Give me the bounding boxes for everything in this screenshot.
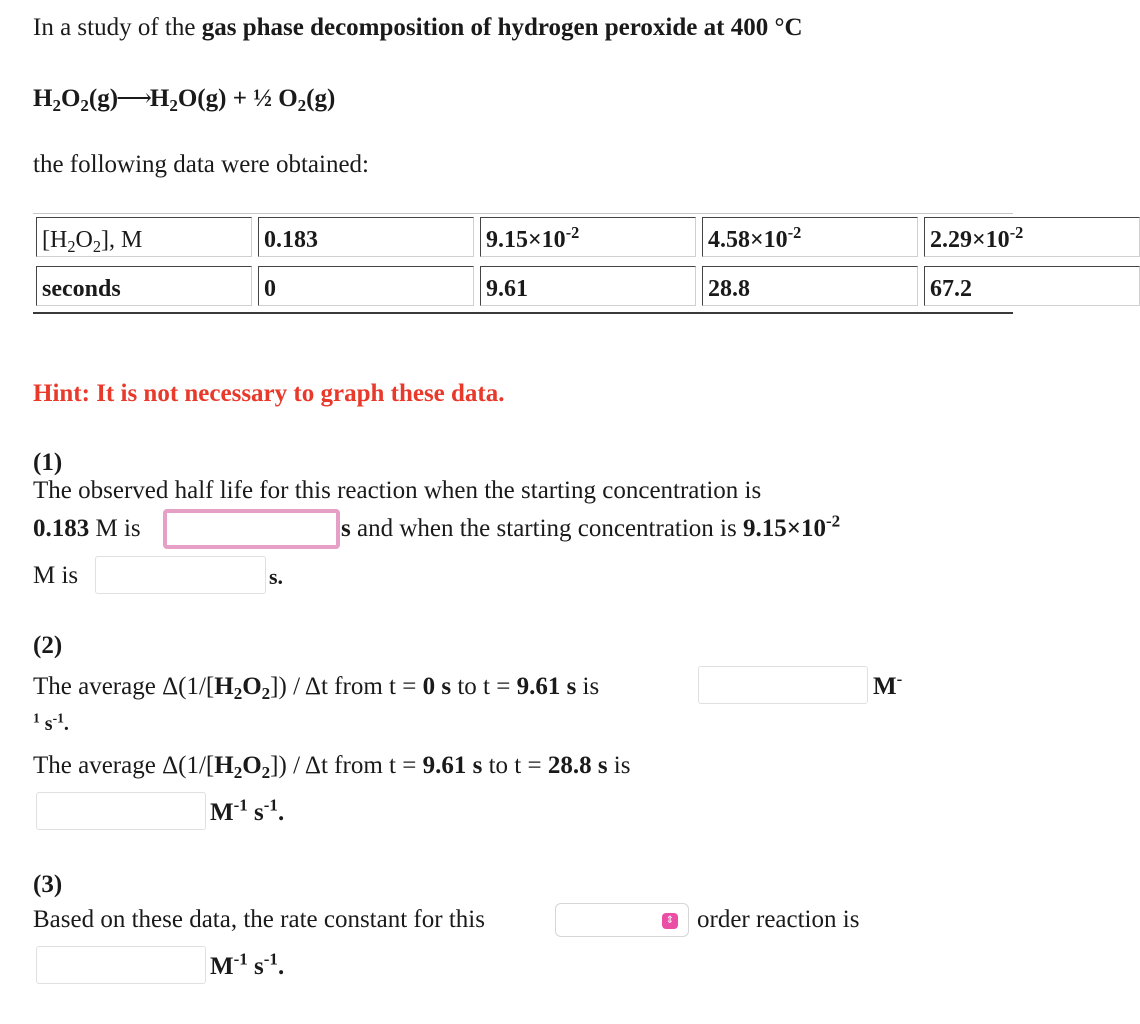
time-cell-2: 9.61 — [480, 266, 696, 306]
q2-number: (2) — [33, 632, 63, 659]
q2-line2: The average $\Delta(1/[H_2O_2])$ / Δt from t = 9.61 s to t = 28.8 s is — [33, 752, 631, 783]
q3-text1: Based on these data, the rate constant for this — [33, 906, 485, 933]
conc-cell-2: $9.15\times 10^{-2}$ — [480, 217, 696, 257]
q1-m-is: M is — [33, 562, 79, 589]
q3-unit: $M^{-1}$ $s^{-1}$. — [210, 949, 285, 980]
hint-text: Hint: It is not necessary to graph these data. — [33, 380, 505, 407]
avg-rate-2-input[interactable] — [36, 792, 206, 830]
conc-cell-3: $4.58\times 10^{-2}$ — [702, 217, 918, 257]
select-arrows-icon: ⇕ — [662, 913, 678, 929]
q1-number: (1) — [33, 449, 63, 476]
rate-constant-input[interactable] — [36, 946, 206, 984]
conc-cell-4: $2.29\times 10^{-2}$ — [924, 217, 1140, 257]
reaction-equation: $H_2O_2(g)⟶H_2O(g)$ + ½ $O_2(g)$ — [33, 85, 336, 116]
data-table — [33, 213, 1024, 313]
intro-text: In a study of the gas phase decomposition of hydrogen peroxide at 400 °C — [33, 14, 803, 41]
time-cell-1: 0 — [258, 266, 474, 306]
q2-unit-1b: $^1$ $s^{-1}$. — [33, 710, 69, 735]
q1-s-end: s. — [269, 564, 284, 589]
half-life-2-input[interactable] — [95, 556, 266, 594]
time-cell-4: 67.2 — [924, 266, 1140, 306]
reaction-order-select[interactable] — [555, 903, 689, 937]
q1-line2-rest: s and when the starting concentration is $9.15\times 10^{-2}$ — [341, 511, 841, 542]
row-label-seconds: seconds — [36, 266, 252, 306]
data-intro: the following data were obtained: — [33, 151, 369, 178]
row-label-concentration: $[H_2O_2]$, M — [36, 217, 252, 257]
q2-unit-2: $M^{-1}$ $s^{-1}$. — [210, 795, 285, 826]
conc-cell-1: 0.183 — [258, 217, 474, 257]
avg-rate-1-input[interactable] — [698, 666, 868, 704]
q2-unit-1a: M- — [873, 669, 903, 700]
time-cell-3: 28.8 — [702, 266, 918, 306]
q3-number: (3) — [33, 871, 63, 898]
q3-text2: order reaction is — [697, 906, 860, 933]
q2-line1: The average $\Delta(1/[H_2O_2])$ / Δt from t = 0 s to t = 9.61 s is — [33, 673, 600, 704]
q1-conc1-text: 0.183 M is — [33, 515, 141, 542]
q1-line1: The observed half life for this reaction when the starting concentration is — [33, 477, 762, 504]
half-life-1-input[interactable] — [163, 509, 340, 549]
